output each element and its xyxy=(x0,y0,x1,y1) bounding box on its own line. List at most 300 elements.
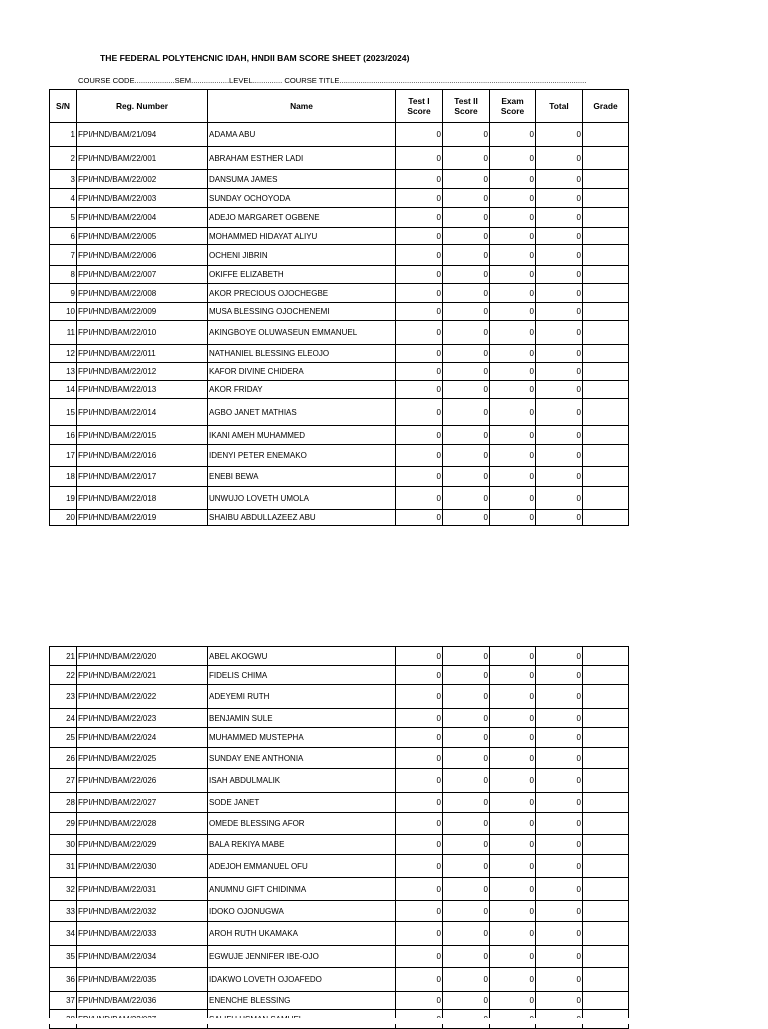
row-name: MUHAMMED MUSTEPHA xyxy=(208,728,396,748)
row-exam-score: 0 xyxy=(490,922,536,946)
row-test1-score: 0 xyxy=(396,769,443,793)
row-sn: 13 xyxy=(50,363,77,381)
row-grade xyxy=(583,426,629,445)
row-exam-score: 0 xyxy=(490,284,536,303)
row-total: 0 xyxy=(536,922,583,946)
row-test2-score: 0 xyxy=(443,487,490,510)
row-exam-score: 0 xyxy=(490,208,536,228)
header-total: Total xyxy=(536,90,583,123)
row-sn: 33 xyxy=(50,901,77,922)
row-exam-score: 0 xyxy=(490,946,536,968)
row-reg-number: FPI/HND/BAM/21/094 xyxy=(77,123,208,147)
header-grade: Grade xyxy=(583,90,629,123)
row-test2-score: 0 xyxy=(443,321,490,345)
row-sn: 28 xyxy=(50,793,77,813)
row-test1-score: 0 xyxy=(396,946,443,968)
table-row xyxy=(50,968,629,992)
row-exam-score: 0 xyxy=(490,426,536,445)
row-exam-score: 0 xyxy=(490,228,536,245)
row-name: OCHENI JIBRIN xyxy=(208,245,396,266)
row-sn: 32 xyxy=(50,878,77,901)
row-name: FIDELIS CHIMA xyxy=(208,666,396,685)
row-total: 0 xyxy=(536,321,583,345)
row-test1-score: 0 xyxy=(396,381,443,399)
table-row xyxy=(50,189,629,208)
row-total: 0 xyxy=(536,345,583,363)
row-reg-number: FPI/HND/BAM/22/006 xyxy=(77,245,208,266)
row-exam-score: 0 xyxy=(490,123,536,147)
row-test2-score: 0 xyxy=(443,147,490,170)
row-test1-score: 0 xyxy=(396,878,443,901)
row-test2-score: 0 xyxy=(443,728,490,748)
course-info-line: COURSE CODE...................SEM..................LEVEL.............. COURSE TITLE..................................................................................................................... xyxy=(78,76,587,85)
row-test2-score: 0 xyxy=(443,245,490,266)
row-grade xyxy=(583,510,629,526)
row-sn: 8 xyxy=(50,266,77,284)
row-exam-score: 0 xyxy=(490,878,536,901)
row-test1-score: 0 xyxy=(396,228,443,245)
row-total: 0 xyxy=(536,399,583,426)
row-reg-number: FPI/HND/BAM/22/033 xyxy=(77,922,208,946)
row-total: 0 xyxy=(536,835,583,855)
row-total: 0 xyxy=(536,445,583,467)
row-test1-score: 0 xyxy=(396,813,443,835)
row-sn: 36 xyxy=(50,968,77,992)
row-sn: 7 xyxy=(50,245,77,266)
table-row xyxy=(50,510,629,526)
row-name: BALA REKIYA MABE xyxy=(208,835,396,855)
row-name: DANSUMA JAMES xyxy=(208,170,396,189)
row-total: 0 xyxy=(536,189,583,208)
row-exam-score: 0 xyxy=(490,968,536,992)
row-exam-score: 0 xyxy=(490,647,536,666)
row-name: ABRAHAM ESTHER LADI xyxy=(208,147,396,170)
table-row xyxy=(50,992,629,1010)
table-row xyxy=(50,345,629,363)
row-sn: 30 xyxy=(50,835,77,855)
row-exam-score: 0 xyxy=(490,363,536,381)
row-name: ENENCHE BLESSING xyxy=(208,992,396,1010)
row-total: 0 xyxy=(536,685,583,709)
row-sn: 1 xyxy=(50,123,77,147)
row-grade xyxy=(583,855,629,878)
table-row xyxy=(50,748,629,769)
row-test1-score: 0 xyxy=(396,303,443,321)
row-total: 0 xyxy=(536,878,583,901)
row-name: ADEYEMI RUTH xyxy=(208,685,396,709)
row-grade xyxy=(583,321,629,345)
row-sn: 35 xyxy=(50,946,77,968)
row-total: 0 xyxy=(536,769,583,793)
row-sn: 17 xyxy=(50,445,77,467)
row-sn: 3 xyxy=(50,170,77,189)
row-exam-score: 0 xyxy=(490,709,536,728)
row-exam-score: 0 xyxy=(490,303,536,321)
row-test1-score: 0 xyxy=(396,793,443,813)
row-grade xyxy=(583,228,629,245)
row-total: 0 xyxy=(536,123,583,147)
score-table-page-1 xyxy=(49,89,629,526)
row-name: ABEL AKOGWU xyxy=(208,647,396,666)
row-total: 0 xyxy=(536,728,583,748)
row-name: ADEJO MARGARET OGBENE xyxy=(208,208,396,228)
row-sn: 29 xyxy=(50,813,77,835)
row-exam-score: 0 xyxy=(490,748,536,769)
row-total: 0 xyxy=(536,901,583,922)
row-grade xyxy=(583,147,629,170)
row-reg-number: FPI/HND/BAM/22/003 xyxy=(77,189,208,208)
row-name: OKIFFE ELIZABETH xyxy=(208,266,396,284)
row-reg-number: FPI/HND/BAM/22/031 xyxy=(77,878,208,901)
row-test2-score: 0 xyxy=(443,170,490,189)
row-exam-score: 0 xyxy=(490,793,536,813)
row-sn: 19 xyxy=(50,487,77,510)
row-test1-score: 0 xyxy=(396,647,443,666)
row-test2-score: 0 xyxy=(443,647,490,666)
row-exam-score: 0 xyxy=(490,147,536,170)
table-row xyxy=(50,666,629,685)
row-grade xyxy=(583,399,629,426)
row-test2-score: 0 xyxy=(443,123,490,147)
row-reg-number: FPI/HND/BAM/22/018 xyxy=(77,487,208,510)
row-sn: 20 xyxy=(50,510,77,526)
table-row xyxy=(50,901,629,922)
table-row xyxy=(50,487,629,510)
row-test2-score: 0 xyxy=(443,666,490,685)
row-name: EGWUJE JENNIFER IBE-OJO xyxy=(208,946,396,968)
row-total: 0 xyxy=(536,487,583,510)
row-exam-score: 0 xyxy=(490,728,536,748)
row-test1-score: 0 xyxy=(396,123,443,147)
row-test2-score: 0 xyxy=(443,345,490,363)
row-reg-number: FPI/HND/BAM/22/008 xyxy=(77,284,208,303)
row-sn: 14 xyxy=(50,381,77,399)
row-name: IDOKO OJONUGWA xyxy=(208,901,396,922)
row-grade xyxy=(583,284,629,303)
row-test1-score: 0 xyxy=(396,321,443,345)
table-row xyxy=(50,399,629,426)
row-grade xyxy=(583,685,629,709)
row-reg-number: FPI/HND/BAM/22/011 xyxy=(77,345,208,363)
table-row xyxy=(50,147,629,170)
row-test1-score: 0 xyxy=(396,245,443,266)
table-row xyxy=(50,363,629,381)
row-grade xyxy=(583,303,629,321)
row-test1-score: 0 xyxy=(396,345,443,363)
table-row xyxy=(50,835,629,855)
row-grade xyxy=(583,878,629,901)
row-test1-score: 0 xyxy=(396,748,443,769)
row-exam-score: 0 xyxy=(490,266,536,284)
row-grade xyxy=(583,266,629,284)
row-reg-number: FPI/HND/BAM/22/015 xyxy=(77,426,208,445)
row-test2-score: 0 xyxy=(443,467,490,487)
table-row xyxy=(50,228,629,245)
table-row xyxy=(50,728,629,748)
row-grade xyxy=(583,208,629,228)
row-test2-score: 0 xyxy=(443,189,490,208)
row-test2-score: 0 xyxy=(443,445,490,467)
row-test1-score: 0 xyxy=(396,208,443,228)
row-grade xyxy=(583,968,629,992)
table-row xyxy=(50,266,629,284)
row-test2-score: 0 xyxy=(443,399,490,426)
table-row xyxy=(50,793,629,813)
row-name: IKANI AMEH MUHAMMED xyxy=(208,426,396,445)
row-exam-score: 0 xyxy=(490,855,536,878)
row-sn: 34 xyxy=(50,922,77,946)
row-reg-number: FPI/HND/BAM/22/013 xyxy=(77,381,208,399)
table-row xyxy=(50,855,629,878)
row-name: MOHAMMED HIDAYAT ALIYU xyxy=(208,228,396,245)
row-test1-score: 0 xyxy=(396,189,443,208)
row-test2-score: 0 xyxy=(443,228,490,245)
row-grade xyxy=(583,170,629,189)
row-exam-score: 0 xyxy=(490,813,536,835)
row-reg-number: FPI/HND/BAM/22/035 xyxy=(77,968,208,992)
row-total: 0 xyxy=(536,363,583,381)
row-grade xyxy=(583,345,629,363)
row-total: 0 xyxy=(536,793,583,813)
header-reg-number: Reg. Number xyxy=(77,90,208,123)
row-reg-number: FPI/HND/BAM/22/005 xyxy=(77,228,208,245)
row-total: 0 xyxy=(536,748,583,769)
row-sn: 31 xyxy=(50,855,77,878)
row-name: IDENYI PETER ENEMAKO xyxy=(208,445,396,467)
row-test2-score: 0 xyxy=(443,922,490,946)
row-total: 0 xyxy=(536,426,583,445)
score-table-page-2 xyxy=(49,646,629,1029)
row-reg-number: FPI/HND/BAM/22/036 xyxy=(77,992,208,1010)
row-test2-score: 0 xyxy=(443,303,490,321)
row-total: 0 xyxy=(536,647,583,666)
row-test2-score: 0 xyxy=(443,835,490,855)
row-test1-score: 0 xyxy=(396,363,443,381)
row-total: 0 xyxy=(536,946,583,968)
table-row xyxy=(50,284,629,303)
row-name: UNWUJO LOVETH UMOLA xyxy=(208,487,396,510)
row-exam-score: 0 xyxy=(490,245,536,266)
row-test2-score: 0 xyxy=(443,813,490,835)
row-exam-score: 0 xyxy=(490,666,536,685)
row-test2-score: 0 xyxy=(443,709,490,728)
row-grade xyxy=(583,381,629,399)
row-grade xyxy=(583,709,629,728)
row-test2-score: 0 xyxy=(443,208,490,228)
row-sn: 16 xyxy=(50,426,77,445)
header-exam: Exam Score xyxy=(490,90,536,123)
header-sn: S/N xyxy=(50,90,77,123)
row-reg-number: FPI/HND/BAM/22/021 xyxy=(77,666,208,685)
row-total: 0 xyxy=(536,303,583,321)
row-name: BENJAMIN SULE xyxy=(208,709,396,728)
row-grade xyxy=(583,793,629,813)
row-total: 0 xyxy=(536,208,583,228)
row-total: 0 xyxy=(536,968,583,992)
row-sn: 18 xyxy=(50,467,77,487)
table-row xyxy=(50,445,629,467)
row-exam-score: 0 xyxy=(490,467,536,487)
row-reg-number: FPI/HND/BAM/22/012 xyxy=(77,363,208,381)
row-name: AGBO JANET MATHIAS xyxy=(208,399,396,426)
row-sn: 25 xyxy=(50,728,77,748)
row-reg-number: FPI/HND/BAM/22/027 xyxy=(77,793,208,813)
row-reg-number: FPI/HND/BAM/22/024 xyxy=(77,728,208,748)
row-test1-score: 0 xyxy=(396,835,443,855)
row-sn: 15 xyxy=(50,399,77,426)
row-name: AKOR FRIDAY xyxy=(208,381,396,399)
row-name: IDAKWO LOVETH OJOAFEDO xyxy=(208,968,396,992)
row-total: 0 xyxy=(536,992,583,1010)
row-reg-number: FPI/HND/BAM/22/010 xyxy=(77,321,208,345)
row-grade xyxy=(583,922,629,946)
page-cutoff xyxy=(0,1018,768,1024)
document-title: THE FEDERAL POLYTEHCNIC IDAH, HNDII BAM SCORE SHEET (2023/2024) xyxy=(100,53,410,63)
row-reg-number: FPI/HND/BAM/22/004 xyxy=(77,208,208,228)
row-sn: 5 xyxy=(50,208,77,228)
row-reg-number: FPI/HND/BAM/22/001 xyxy=(77,147,208,170)
row-reg-number: FPI/HND/BAM/22/025 xyxy=(77,748,208,769)
row-grade xyxy=(583,835,629,855)
row-exam-score: 0 xyxy=(490,769,536,793)
row-name: AKINGBOYE OLUWASEUN EMMANUEL xyxy=(208,321,396,345)
row-exam-score: 0 xyxy=(490,321,536,345)
row-test1-score: 0 xyxy=(396,487,443,510)
row-exam-score: 0 xyxy=(490,487,536,510)
table-row xyxy=(50,245,629,266)
row-reg-number: FPI/HND/BAM/22/026 xyxy=(77,769,208,793)
table-row xyxy=(50,922,629,946)
row-test2-score: 0 xyxy=(443,510,490,526)
row-reg-number: FPI/HND/BAM/22/020 xyxy=(77,647,208,666)
row-reg-number: FPI/HND/BAM/22/016 xyxy=(77,445,208,467)
row-test1-score: 0 xyxy=(396,399,443,426)
header-name: Name xyxy=(208,90,396,123)
row-reg-number: FPI/HND/BAM/22/034 xyxy=(77,946,208,968)
row-test2-score: 0 xyxy=(443,901,490,922)
table-row xyxy=(50,946,629,968)
row-test1-score: 0 xyxy=(396,901,443,922)
row-test2-score: 0 xyxy=(443,363,490,381)
row-name: AKOR PRECIOUS OJOCHEGBE xyxy=(208,284,396,303)
row-total: 0 xyxy=(536,510,583,526)
row-grade xyxy=(583,813,629,835)
row-test2-score: 0 xyxy=(443,748,490,769)
row-exam-score: 0 xyxy=(490,685,536,709)
row-sn: 6 xyxy=(50,228,77,245)
row-total: 0 xyxy=(536,666,583,685)
row-total: 0 xyxy=(536,381,583,399)
row-exam-score: 0 xyxy=(490,510,536,526)
row-name: AROH RUTH UKAMAKA xyxy=(208,922,396,946)
header-test1: Test I Score xyxy=(396,90,443,123)
row-name: ANUMNU GIFT CHIDINMA xyxy=(208,878,396,901)
row-reg-number: FPI/HND/BAM/22/019 xyxy=(77,510,208,526)
table-row xyxy=(50,647,629,666)
row-name: SUNDAY ENE ANTHONIA xyxy=(208,748,396,769)
row-grade xyxy=(583,769,629,793)
row-reg-number: FPI/HND/BAM/22/002 xyxy=(77,170,208,189)
table-row xyxy=(50,685,629,709)
row-sn: 11 xyxy=(50,321,77,345)
row-sn: 10 xyxy=(50,303,77,321)
row-test2-score: 0 xyxy=(443,992,490,1010)
row-exam-score: 0 xyxy=(490,901,536,922)
row-sn: 12 xyxy=(50,345,77,363)
row-test2-score: 0 xyxy=(443,266,490,284)
row-exam-score: 0 xyxy=(490,835,536,855)
row-reg-number: FPI/HND/BAM/22/014 xyxy=(77,399,208,426)
row-test2-score: 0 xyxy=(443,284,490,303)
row-reg-number: FPI/HND/BAM/22/032 xyxy=(77,901,208,922)
row-name: NATHANIEL BLESSING ELEOJO xyxy=(208,345,396,363)
row-test2-score: 0 xyxy=(443,946,490,968)
row-test2-score: 0 xyxy=(443,769,490,793)
row-reg-number: FPI/HND/BAM/22/028 xyxy=(77,813,208,835)
row-sn: 21 xyxy=(50,647,77,666)
row-reg-number: FPI/HND/BAM/22/030 xyxy=(77,855,208,878)
row-name: ENEBI BEWA xyxy=(208,467,396,487)
row-total: 0 xyxy=(536,467,583,487)
table-row xyxy=(50,813,629,835)
row-name: SODE JANET xyxy=(208,793,396,813)
row-test1-score: 0 xyxy=(396,284,443,303)
row-test1-score: 0 xyxy=(396,685,443,709)
row-test1-score: 0 xyxy=(396,426,443,445)
row-grade xyxy=(583,363,629,381)
row-grade xyxy=(583,666,629,685)
row-test1-score: 0 xyxy=(396,922,443,946)
row-test1-score: 0 xyxy=(396,855,443,878)
table-row xyxy=(50,303,629,321)
row-total: 0 xyxy=(536,266,583,284)
row-name: SHAIBU ABDULLAZEEZ ABU xyxy=(208,510,396,526)
row-grade xyxy=(583,748,629,769)
row-test2-score: 0 xyxy=(443,426,490,445)
row-reg-number: FPI/HND/BAM/22/023 xyxy=(77,709,208,728)
row-grade xyxy=(583,487,629,510)
row-test2-score: 0 xyxy=(443,381,490,399)
row-total: 0 xyxy=(536,813,583,835)
row-grade xyxy=(583,467,629,487)
table-row xyxy=(50,467,629,487)
row-sn: 27 xyxy=(50,769,77,793)
row-total: 0 xyxy=(536,228,583,245)
row-total: 0 xyxy=(536,284,583,303)
row-grade xyxy=(583,647,629,666)
row-test2-score: 0 xyxy=(443,793,490,813)
row-sn: 9 xyxy=(50,284,77,303)
row-grade xyxy=(583,728,629,748)
row-test1-score: 0 xyxy=(396,968,443,992)
row-test1-score: 0 xyxy=(396,510,443,526)
row-grade xyxy=(583,901,629,922)
row-exam-score: 0 xyxy=(490,445,536,467)
row-total: 0 xyxy=(536,147,583,170)
table-row xyxy=(50,769,629,793)
row-exam-score: 0 xyxy=(490,345,536,363)
row-name: ADEJOH EMMANUEL OFU xyxy=(208,855,396,878)
table-row xyxy=(50,878,629,901)
row-grade xyxy=(583,992,629,1010)
row-test2-score: 0 xyxy=(443,878,490,901)
row-exam-score: 0 xyxy=(490,381,536,399)
row-total: 0 xyxy=(536,855,583,878)
row-sn: 2 xyxy=(50,147,77,170)
header-test2: Test II Score xyxy=(443,90,490,123)
row-sn: 24 xyxy=(50,709,77,728)
row-grade xyxy=(583,946,629,968)
